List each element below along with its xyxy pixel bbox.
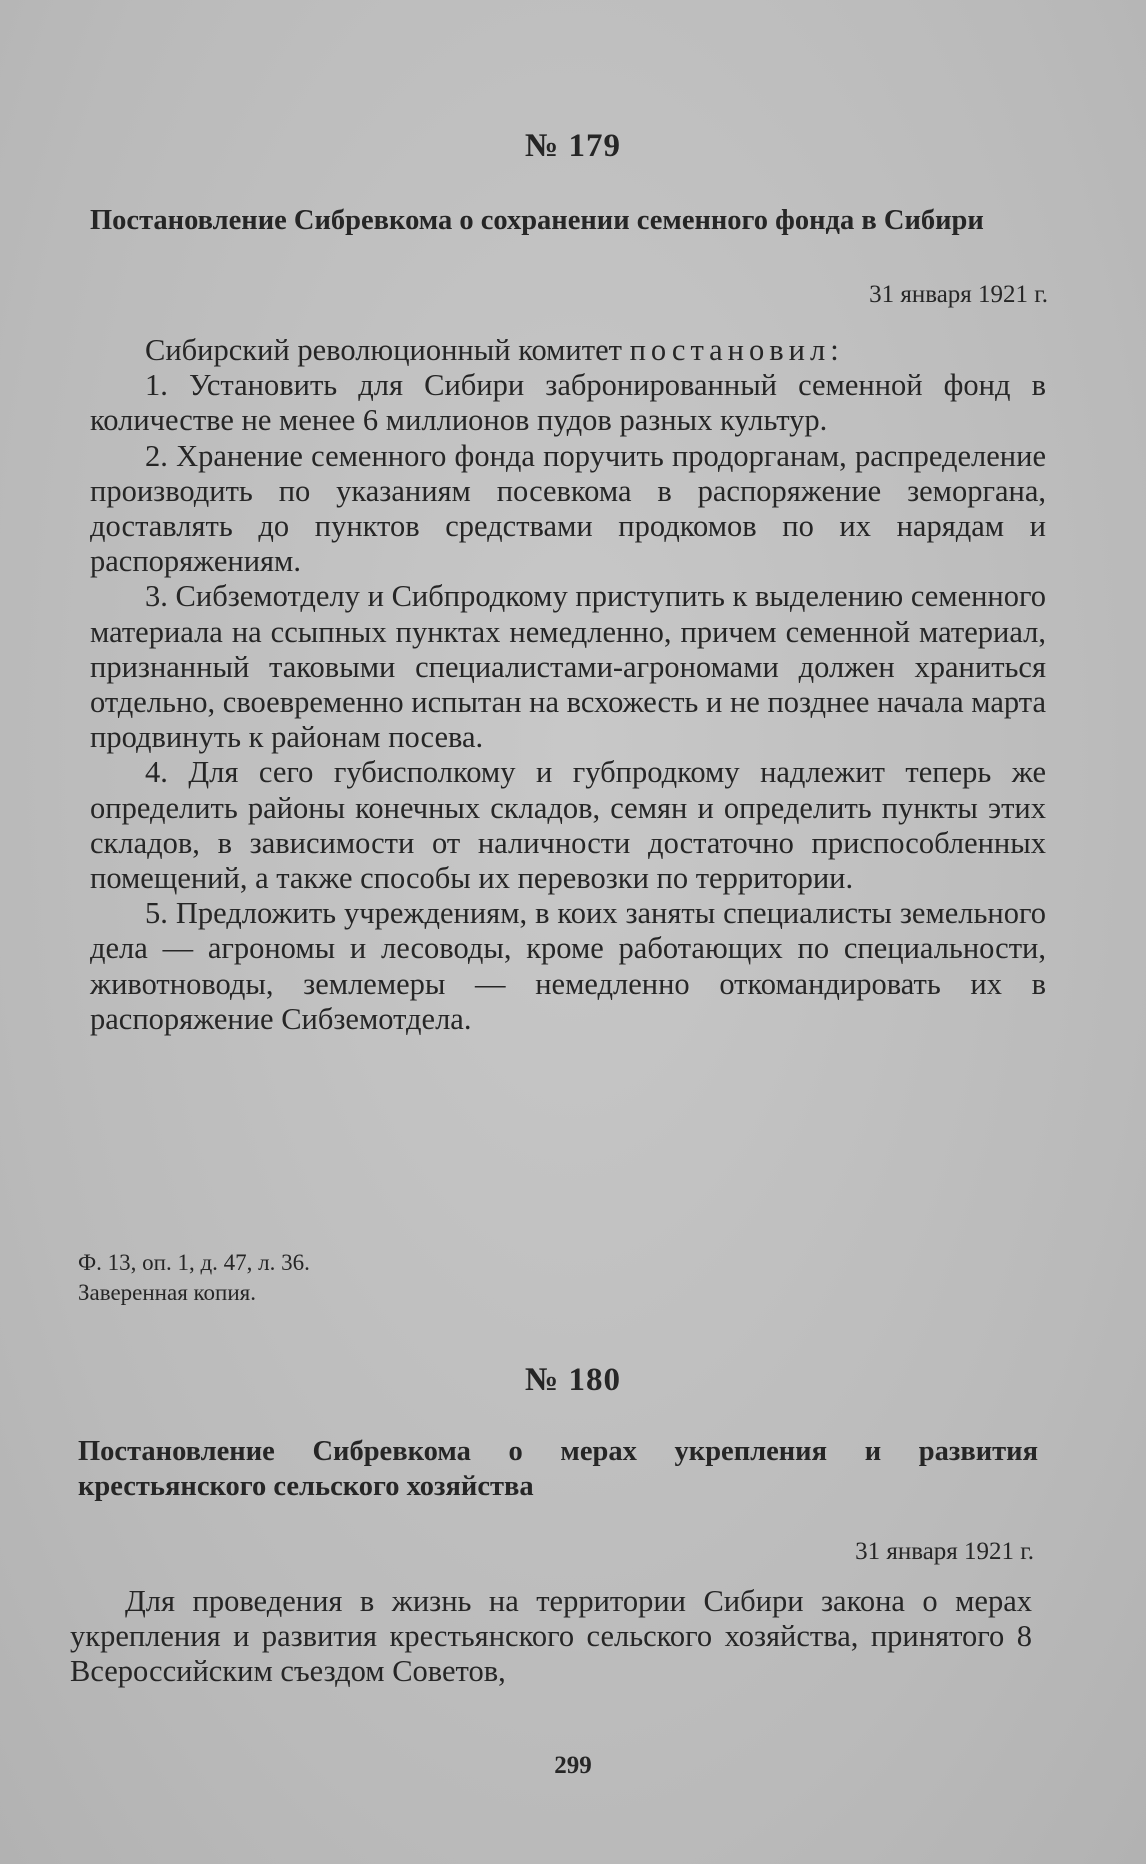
doc-179-body [90,333,1046,1037]
doc-179-paragraph-4: 4. Для сего губисполкому и губпродкому надлежит теперь же определить районы конечных складов, семян и определить пункты этих складов, в зависимости от наличности достаточно приспособленных помещений, а также способы их перевозки по территории. [90,755,1046,896]
doc-179-paragraph-2: 2. Хранение семенного фонда поручить продорганам, распределение производить по указаниям посевкома в распоряжение земоргана, доставлять до пунктов средствами продкомов по их нарядам и распоряжениям. [90,438,1046,579]
doc-180-body [70,1584,1032,1690]
doc-180-paragraph-1: Для проведения в жизнь на территории Сибири закона о мерах укрепления и развития крестьянского сельского хозяйства, принятого 8 Всероссийским съездом Советов, [70,1584,1032,1689]
page-number: 299 [554,1752,592,1779]
archive-note: Заверенная копия. [78,1280,256,1305]
doc-179-intro [90,333,1046,368]
doc-179-intro-spaced: постановил: [629,333,844,367]
doc-180-title: Постановление Сибревкома о мерах укрепления и развития крестьянского сельского хозяйства [78,1436,1038,1502]
doc-179-number: № 179 [525,128,621,164]
doc-179-paragraph-3: 3. Сибземотделу и Сибпродкому приступить к выделению семенного материала на ссыпных пунктах немедленно, причем семенной материал, признанный таковыми специалистами-агрономами должен храниться отдельно, своевременно испытан на всхожесть и не позднее начала марта продвинуть к районам посева. [90,579,1046,755]
doc-179-title: Постановление Сибревкома о сохранении семенного фонда в Сибири [90,205,984,236]
doc-180-date: 31 января 1921 г. [855,1538,1034,1565]
doc-179-intro-text: Сибирский революционный комитет [145,333,630,367]
doc-179-paragraph-1: 1. Установить для Сибири забронированный семенной фонд в количестве не менее 6 миллионов пудов разных культур. [90,368,1046,438]
archive-reference: Ф. 13, оп. 1, д. 47, л. 36. [78,1250,310,1275]
doc-179-date: 31 января 1921 г. [869,281,1048,308]
doc-179-paragraph-5: 5. Предложить учреждениям, в коих заняты специалисты земельного дела — агрономы и лесоводы, кроме работающих по специальности, животноводы, землемеры — немедленно откомандировать их в распоряжение Сибземотдела. [90,896,1046,1036]
doc-179-archive [78,1248,678,1308]
doc-180-number: № 180 [525,1362,621,1398]
